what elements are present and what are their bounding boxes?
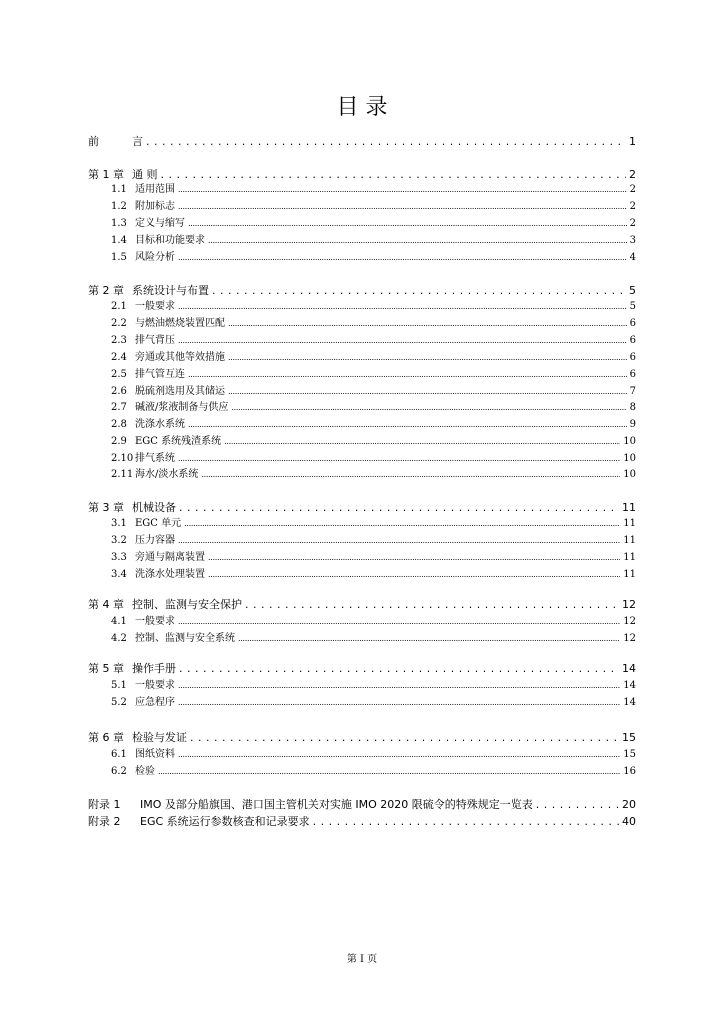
toc-dot-leader <box>161 167 627 183</box>
toc-chapter-row[interactable] <box>88 134 636 150</box>
toc-entry-label: IMO 及部分船旗国、港口国主管机关对实施 IMO 2020 限硫令的特殊规定一览表 <box>140 798 533 811</box>
toc-page-number: 14 <box>623 697 636 708</box>
toc-entry-label: 适用范围 <box>135 184 175 195</box>
toc-section-row[interactable] <box>88 695 636 711</box>
toc-dot-leader <box>313 814 619 830</box>
toc-section-row[interactable] <box>88 233 636 249</box>
toc-entry-number: 3.2 <box>111 535 127 546</box>
toc-dot-leader <box>208 550 620 566</box>
toc-entry-number: 1.2 <box>111 201 127 212</box>
toc-entry-label: 控制、监测与安全保护 <box>132 598 242 611</box>
toc-entry-label: 定义与缩写 <box>135 218 185 229</box>
toc-dot-leader <box>184 516 620 532</box>
toc-entry-number: 第 4 章 <box>88 598 124 611</box>
toc-dot-leader <box>178 451 620 467</box>
toc-section-row[interactable] <box>88 316 636 332</box>
toc-entry-label: 应急程序 <box>135 697 175 708</box>
toc-entry-number: 附录 2 <box>88 815 121 828</box>
toc-section-row[interactable] <box>88 199 636 215</box>
toc-entry-number: 2.7 <box>111 402 127 413</box>
toc-entry-label: 旁通与隔离装置 <box>135 552 205 563</box>
toc-page-number: 11 <box>622 501 636 514</box>
toc-section-row[interactable] <box>88 678 636 694</box>
toc-entry-number: 6.2 <box>111 766 127 777</box>
toc-page-number: 10 <box>623 469 636 480</box>
toc-page-number: 20 <box>622 798 636 811</box>
toc-page-number: 6 <box>629 335 636 346</box>
toc-page-number: 1 <box>629 135 636 148</box>
toc-entry-number: 6.1 <box>111 749 127 760</box>
toc-entry-number: 3.3 <box>111 552 127 563</box>
toc-dot-leader <box>208 233 627 249</box>
toc-page-number: 15 <box>622 731 636 744</box>
toc-dot-leader <box>178 250 627 266</box>
toc-dot-leader <box>178 678 620 694</box>
toc-dot-leader <box>201 467 620 483</box>
toc-dot-leader <box>179 661 619 677</box>
toc-section-row[interactable] <box>88 216 636 232</box>
toc-entry-number: 前 <box>88 135 99 148</box>
toc-section-row[interactable] <box>88 533 636 549</box>
toc-page-number: 14 <box>623 680 636 691</box>
toc-page-number: 9 <box>629 419 636 430</box>
toc-chapter-row[interactable] <box>88 283 636 299</box>
toc-entry-number: 2.11 <box>111 469 134 480</box>
toc-dot-leader <box>146 134 626 150</box>
toc-section-row[interactable] <box>88 400 636 416</box>
toc-page-number: 16 <box>623 766 636 777</box>
toc-page-number: 2 <box>629 218 636 229</box>
toc-dot-leader <box>238 631 620 647</box>
toc-entry-number: 1.5 <box>111 252 127 263</box>
toc-dot-leader <box>188 417 627 433</box>
toc-page-number: 11 <box>623 535 636 546</box>
toc-section-row[interactable] <box>88 451 636 467</box>
page-title: 目 录 <box>336 95 388 120</box>
toc-page-number: 2 <box>629 184 636 195</box>
toc-entry-label: 一般要求 <box>135 680 175 691</box>
toc-entry-number: 第 3 章 <box>88 501 124 514</box>
toc-entry-label: EGC 系统残渣系统 <box>135 436 222 447</box>
toc-entry-label: EGC 系统运行参数核查和记录要求 <box>140 815 310 828</box>
toc-entry-number: 5.1 <box>111 680 127 691</box>
toc-dot-leader <box>178 299 627 315</box>
toc-section-row[interactable] <box>88 516 636 532</box>
toc-page-number: 11 <box>623 569 636 580</box>
toc-entry-label: EGC 单元 <box>135 518 182 529</box>
toc-dot-leader <box>188 367 627 383</box>
toc-entry-number: 第 1 章 <box>88 168 124 181</box>
toc-page-number: 40 <box>622 815 636 828</box>
toc-page-number: 14 <box>622 662 636 675</box>
toc-entry-label: 一般要求 <box>135 616 175 627</box>
toc-entry-number: 2.9 <box>111 436 127 447</box>
toc-entry-label: 风险分析 <box>135 252 175 263</box>
toc-page-number: 2 <box>629 168 636 181</box>
toc-chapter-row[interactable] <box>88 797 636 813</box>
toc-entry-label: 言 <box>132 135 143 148</box>
toc-page-number: 12 <box>622 598 636 611</box>
toc-entry-number: 5.2 <box>111 697 127 708</box>
toc-chapter-row[interactable] <box>88 730 636 746</box>
toc-entry-label: 排气管互连 <box>135 369 185 380</box>
toc-entry-label: 系统设计与布置 <box>132 284 209 297</box>
toc-entry-label: 碱液/浆液制备与供应 <box>135 402 229 413</box>
toc-dot-leader <box>228 316 627 332</box>
toc-page-number: 8 <box>629 402 636 413</box>
toc-page-number: 12 <box>623 616 636 627</box>
toc-entry-label: 与燃油燃烧装置匹配 <box>135 318 225 329</box>
toc-dot-leader <box>178 695 620 711</box>
toc-entry-number: 2.4 <box>111 352 127 363</box>
toc-page-number: 10 <box>623 453 636 464</box>
toc-entry-number: 1.1 <box>111 184 127 195</box>
toc-dot-leader <box>208 567 620 583</box>
toc-page-number: 11 <box>623 552 636 563</box>
toc-section-row[interactable] <box>88 250 636 266</box>
toc-entry-label: 控制、监测与安全系统 <box>135 633 235 644</box>
toc-dot-leader <box>178 199 627 215</box>
toc-entry-number: 2.6 <box>111 386 127 397</box>
toc-dot-leader <box>178 333 627 349</box>
toc-entry-label: 海水/淡水系统 <box>135 469 199 480</box>
toc-page-number: 4 <box>629 252 636 263</box>
toc-dot-leader <box>179 500 619 516</box>
toc-entry-label: 一般要求 <box>135 301 175 312</box>
toc-section-row[interactable] <box>88 747 636 763</box>
toc-entry-number: 2.5 <box>111 369 127 380</box>
toc-entry-number: 4.1 <box>111 616 127 627</box>
toc-dot-leader <box>158 764 620 780</box>
toc-section-row[interactable] <box>88 631 636 647</box>
toc-entry-label: 机械设备 <box>132 501 176 514</box>
toc-section-row[interactable] <box>88 299 636 315</box>
toc-entry-label: 检验 <box>135 766 155 777</box>
toc-page-number: 15 <box>623 749 636 760</box>
toc-entry-number: 附录 1 <box>88 798 121 811</box>
toc-entry-number: 第 2 章 <box>88 284 124 297</box>
toc-entry-label: 压力容器 <box>135 535 175 546</box>
toc-section-row[interactable] <box>88 333 636 349</box>
toc-section-row[interactable] <box>88 434 636 450</box>
toc-chapter-row[interactable] <box>88 167 636 183</box>
toc-section-row[interactable] <box>88 350 636 366</box>
toc-page-number: 5 <box>629 301 636 312</box>
toc-dot-leader <box>228 384 627 400</box>
toc-entry-label: 检验与发证 <box>132 731 187 744</box>
toc-page-number: 5 <box>629 284 636 297</box>
toc-entry-label: 通 则 <box>132 168 158 181</box>
toc-dot-leader <box>245 597 619 613</box>
toc-entry-number: 1.4 <box>111 235 127 246</box>
toc-chapter-row[interactable] <box>88 814 636 830</box>
toc-page-number: 12 <box>623 633 636 644</box>
toc-chapter-row[interactable] <box>88 500 636 516</box>
toc-entry-label: 目标和功能要求 <box>135 235 205 246</box>
toc-page-number: 2 <box>629 201 636 212</box>
toc-dot-leader <box>231 400 626 416</box>
toc-entry-number: 2.3 <box>111 335 127 346</box>
toc-entry-label: 旁通或其他等效措施 <box>135 352 225 363</box>
toc-entry-label: 排气系统 <box>135 453 175 464</box>
toc-page-number: 11 <box>623 518 636 529</box>
toc-dot-leader <box>178 533 620 549</box>
toc-entry-number: 1.3 <box>111 218 127 229</box>
toc-dot-leader <box>188 216 627 232</box>
toc-entry-number: 第 5 章 <box>88 662 124 675</box>
toc-section-row[interactable] <box>88 467 636 483</box>
toc-section-row[interactable] <box>88 614 636 630</box>
toc-entry-number: 4.2 <box>111 633 127 644</box>
toc-entry-number: 2.10 <box>111 453 134 464</box>
toc-page-number: 3 <box>629 235 636 246</box>
toc-page-number: 6 <box>629 369 636 380</box>
toc-section-row[interactable] <box>88 384 636 400</box>
toc-section-row[interactable] <box>88 182 636 198</box>
toc-dot-leader <box>178 747 620 763</box>
toc-entry-number: 3.1 <box>111 518 127 529</box>
toc-page-number: 6 <box>629 352 636 363</box>
toc-entry-number: 2.1 <box>111 301 127 312</box>
toc-entry-number: 2.8 <box>111 419 127 430</box>
toc-dot-leader <box>212 283 626 299</box>
page-footer: 第 I 页 <box>346 954 378 965</box>
toc-entry-label: 洗涤水系统 <box>135 419 185 430</box>
toc-entry-label: 附加标志 <box>135 201 175 212</box>
toc-entry-number: 3.4 <box>111 569 127 580</box>
toc-section-row[interactable] <box>88 367 636 383</box>
toc-entry-number: 2.2 <box>111 318 127 329</box>
toc-page-number: 10 <box>623 436 636 447</box>
toc-dot-leader <box>224 434 620 450</box>
toc-section-row[interactable] <box>88 417 636 433</box>
toc-section-row[interactable] <box>88 567 636 583</box>
toc-dot-leader <box>190 730 619 746</box>
toc-entry-label: 排气背压 <box>135 335 175 346</box>
toc-entry-label: 洗涤水处理装置 <box>135 569 205 580</box>
toc-section-row[interactable] <box>88 764 636 780</box>
toc-entry-label: 图纸资料 <box>135 749 175 760</box>
toc-page-number: 7 <box>629 386 636 397</box>
toc-entry-label: 脱硫剂选用及其储运 <box>135 386 225 397</box>
toc-dot-leader <box>178 182 627 198</box>
toc-page-number: 6 <box>629 318 636 329</box>
toc-entry-number: 第 6 章 <box>88 731 124 744</box>
toc-chapter-row[interactable] <box>88 597 636 613</box>
toc-entry-label: 操作手册 <box>132 662 176 675</box>
toc-section-row[interactable] <box>88 550 636 566</box>
toc-dot-leader <box>228 350 627 366</box>
toc-dot-leader <box>178 614 620 630</box>
toc-chapter-row[interactable] <box>88 661 636 677</box>
toc-dot-leader <box>536 797 619 813</box>
